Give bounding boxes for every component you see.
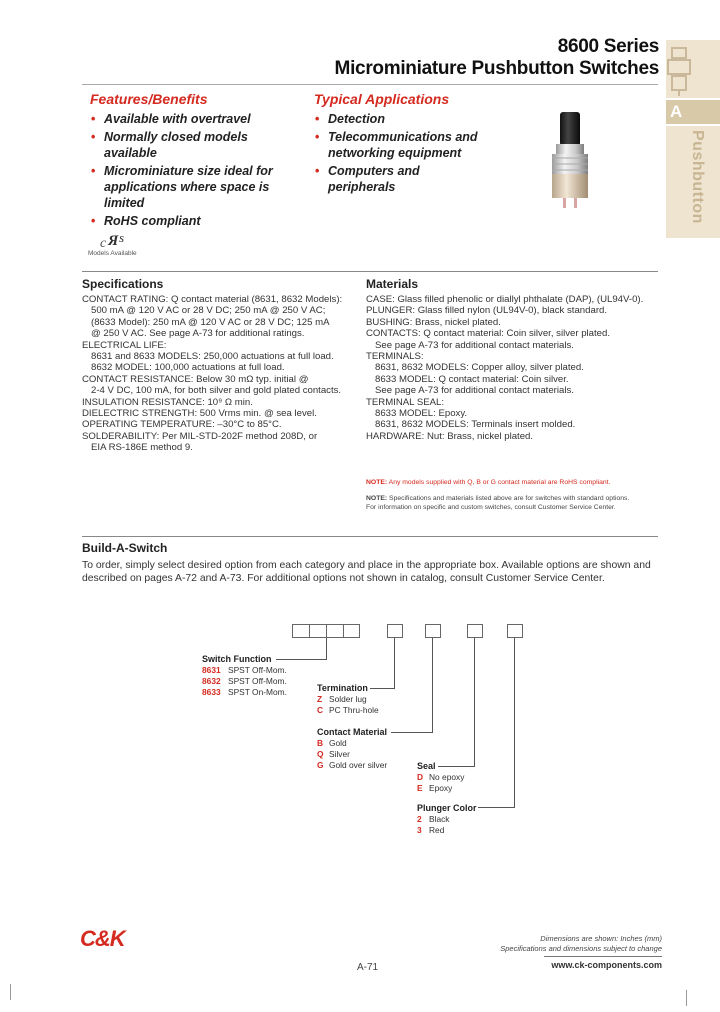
website-link[interactable]: www.ck-components.com xyxy=(551,960,662,970)
option-code: G xyxy=(317,760,324,770)
plunger-color-label: Plunger Color xyxy=(417,803,477,813)
plunger-color-options xyxy=(417,814,449,836)
spec-line: CONTACT RATING: Q contact material (8631, 8632 Models): xyxy=(82,294,343,305)
application-item: • Telecommunications and networking equipment xyxy=(314,129,482,161)
option-code: D xyxy=(417,772,424,782)
option-row xyxy=(202,676,287,687)
leader-line xyxy=(478,807,515,808)
specifications-text xyxy=(82,294,367,454)
option-code: B xyxy=(317,738,324,748)
ul-certification xyxy=(88,232,144,257)
build-a-switch-instructions: To order, simply select desired option from each category and place in the appropriate box. Available options are shown and described on pages A-72 and A-73. For additional options not shown in catalog, consult Customer Service Center. xyxy=(82,560,651,584)
option-row xyxy=(317,738,387,749)
option-code: 8631 xyxy=(202,665,221,675)
application-item: • Detection xyxy=(314,111,482,127)
option-desc: SPST Off-Mom. xyxy=(228,676,287,686)
option-desc: SPST On-Mom. xyxy=(228,687,287,697)
ul-recognized-icon xyxy=(98,232,128,250)
dimensions-note: Dimensions are shown: Inches (mm) xyxy=(540,934,662,943)
page-number: A-71 xyxy=(357,962,379,973)
leader-line xyxy=(394,638,395,688)
pushbutton-symbol-icon xyxy=(666,40,720,98)
spec-line: EIA RS-186E method 9. xyxy=(91,442,193,454)
feature-item: • RoHS compliant xyxy=(90,213,302,229)
option-desc: Gold xyxy=(329,738,347,748)
seal-options xyxy=(417,772,464,794)
option-code: 8633 xyxy=(202,687,221,697)
spec-line: TERMINALS: xyxy=(366,351,424,363)
option-row xyxy=(417,814,449,825)
termination-options xyxy=(317,694,379,716)
spec-line: 8632 MODEL: 100,000 actuations at full load. xyxy=(91,362,285,374)
features-heading: Features/Benefits xyxy=(90,91,208,107)
order-box-contact-material[interactable] xyxy=(425,624,441,638)
spec-line: BUSHING: Brass, nickel plated. xyxy=(366,316,501,328)
series-title: 8600 Series xyxy=(557,36,659,57)
footer-notes xyxy=(500,934,662,954)
note-label: NOTE: xyxy=(366,495,388,502)
seal-label: Seal xyxy=(417,761,436,771)
spec-line: 8631, 8632 MODELS: Terminals insert molded. xyxy=(375,419,576,431)
section-letter-tab: A xyxy=(666,100,720,124)
spec-line: OPERATING TEMPERATURE: –30°C to 85°C. xyxy=(82,419,282,431)
note-text: Any models supplied with Q, B or G contact material are RoHS compliant. xyxy=(388,479,611,486)
section-label: Pushbutton xyxy=(689,130,706,224)
footer-divider xyxy=(544,956,662,957)
svg-text:c: c xyxy=(100,236,107,250)
leader-line xyxy=(276,659,327,660)
spec-line: 8633 MODEL: Epoxy. xyxy=(375,408,468,420)
svg-text:s: s xyxy=(119,232,125,245)
spec-line: CONTACT RESISTANCE: Below 30 mΩ typ. initial @ xyxy=(82,373,309,385)
leader-line xyxy=(432,638,433,732)
spec-line: 8631, 8632 MODELS: Copper alloy, silver plated. xyxy=(375,362,584,374)
ul-caption: Models Available xyxy=(88,250,137,257)
crop-mark xyxy=(10,984,11,1000)
option-desc: Silver xyxy=(329,749,350,759)
section-divider xyxy=(82,271,658,272)
applications-list xyxy=(314,111,482,197)
header-divider xyxy=(82,84,658,85)
applications-heading: Typical Applications xyxy=(314,91,450,107)
leader-line xyxy=(474,638,475,766)
option-row xyxy=(317,749,387,760)
build-a-switch-heading: Build-A-Switch xyxy=(82,541,168,555)
order-box-seal[interactable] xyxy=(467,624,483,638)
spec-line: TERMINAL SEAL: xyxy=(366,396,445,408)
leader-line xyxy=(370,688,395,689)
option-desc: PC Thru-hole xyxy=(329,705,379,715)
spec-line: See page A-73 for additional contact materials. xyxy=(375,339,574,351)
order-box-function-4[interactable] xyxy=(343,624,360,638)
leader-line xyxy=(326,638,327,659)
option-row xyxy=(417,772,464,783)
standard-options-note xyxy=(366,494,658,512)
feature-item: • Microminiature size ideal for applications where space is limited xyxy=(90,163,302,211)
switch-icon-tab xyxy=(666,40,720,98)
spec-line: (8633 Model): 250 mA @ 120 V AC or 28 V DC; 125 mA xyxy=(91,316,330,328)
spec-line: See page A-73 for additional contact materials. xyxy=(375,385,574,397)
spec-line: CASE: Glass filled phenolic or diallyl phthalate (DAP), (UL94V-0). xyxy=(366,294,644,305)
option-desc: SPST Off-Mom. xyxy=(228,665,287,675)
option-desc: Black xyxy=(429,814,450,824)
rohs-note xyxy=(366,478,658,487)
ck-logo: C&K xyxy=(80,926,125,951)
spec-line: SOLDERABILITY: Per MIL-STD-202F method 208D, or xyxy=(82,430,318,442)
option-row xyxy=(417,783,464,794)
switch-function-label: Switch Function xyxy=(202,654,272,664)
order-box-function-2[interactable] xyxy=(309,624,326,638)
option-desc: Solder lug xyxy=(329,694,367,704)
option-row xyxy=(317,694,379,705)
spec-line: 8633 MODEL: Q contact material: Coin silver. xyxy=(375,373,569,385)
feature-item: • Available with overtravel xyxy=(90,111,302,127)
spec-line: @ 250 V AC. See page A-73 for additional ratings. xyxy=(91,328,305,340)
spec-line: PLUNGER: Glass filled nylon (UL94V-0), black standard. xyxy=(366,305,608,317)
option-code: 2 xyxy=(417,814,422,824)
option-code: 8632 xyxy=(202,676,221,686)
option-code: Q xyxy=(317,749,324,759)
features-list xyxy=(90,111,302,231)
termination-label: Termination xyxy=(317,683,368,693)
option-desc: Epoxy xyxy=(429,783,453,793)
spec-line: HARDWARE: Nut: Brass, nickel plated. xyxy=(366,430,534,442)
option-row xyxy=(202,665,287,676)
order-box-termination[interactable] xyxy=(387,624,403,638)
spec-line: 8631 and 8633 MODELS: 250,000 actuations at full load. xyxy=(91,351,334,363)
order-box-function-1[interactable] xyxy=(292,624,309,638)
application-item: • Computers and peripherals xyxy=(314,163,482,195)
option-code: 3 xyxy=(417,825,422,835)
order-box-function-3[interactable] xyxy=(326,624,343,638)
crop-mark xyxy=(686,990,687,1006)
option-row xyxy=(317,760,387,771)
option-code: C xyxy=(317,705,324,715)
section-label-tab xyxy=(666,126,720,238)
option-row xyxy=(417,825,449,836)
option-row xyxy=(202,687,287,698)
option-row xyxy=(317,705,379,716)
contact-material-options xyxy=(317,738,387,771)
materials-heading: Materials xyxy=(366,277,419,291)
option-desc: Gold over silver xyxy=(329,760,388,770)
option-code: E xyxy=(417,783,423,793)
spec-line: INSULATION RESISTANCE: 10⁹ Ω min. xyxy=(82,396,253,408)
leader-line xyxy=(438,766,475,767)
spec-line: 500 mA @ 120 V AC or 28 V DC; 250 mA @ 250 V AC; xyxy=(91,305,326,317)
change-note: Specifications and dimensions subject to change xyxy=(500,944,662,953)
page-title: Microminiature Pushbutton Switches xyxy=(334,58,659,79)
note-text-2: For information on specific and custom switches, consult Customer Service Center. xyxy=(366,504,616,511)
switch-function-options xyxy=(202,665,287,698)
option-desc: No epoxy xyxy=(429,772,465,782)
spec-line: 2-4 V DC, 100 mA, for both silver and gold plated contacts. xyxy=(91,385,342,397)
materials-text xyxy=(366,294,658,442)
order-box-plunger-color[interactable] xyxy=(507,624,523,638)
option-code: Z xyxy=(317,694,323,704)
option-desc: Red xyxy=(429,825,445,835)
svg-text:Я: Я xyxy=(108,233,119,249)
leader-line xyxy=(391,732,433,733)
section-divider xyxy=(82,536,658,537)
feature-item: • Normally closed models available xyxy=(90,129,302,161)
switch-product-photo xyxy=(530,104,610,214)
spec-line: CONTACTS: Q contact material: Coin silver, silver plated. xyxy=(366,328,611,340)
spec-line: DIELECTRIC STRENGTH: 500 Vrms min. @ sea level. xyxy=(82,408,317,420)
leader-line xyxy=(514,638,515,807)
note-text: Specifications and materials listed above are for switches with standard options. xyxy=(389,495,630,502)
note-label: NOTE: xyxy=(366,479,388,486)
specifications-heading: Specifications xyxy=(82,277,164,291)
contact-material-label: Contact Material xyxy=(317,727,388,737)
spec-line: ELECTRICAL LIFE: xyxy=(82,339,167,351)
